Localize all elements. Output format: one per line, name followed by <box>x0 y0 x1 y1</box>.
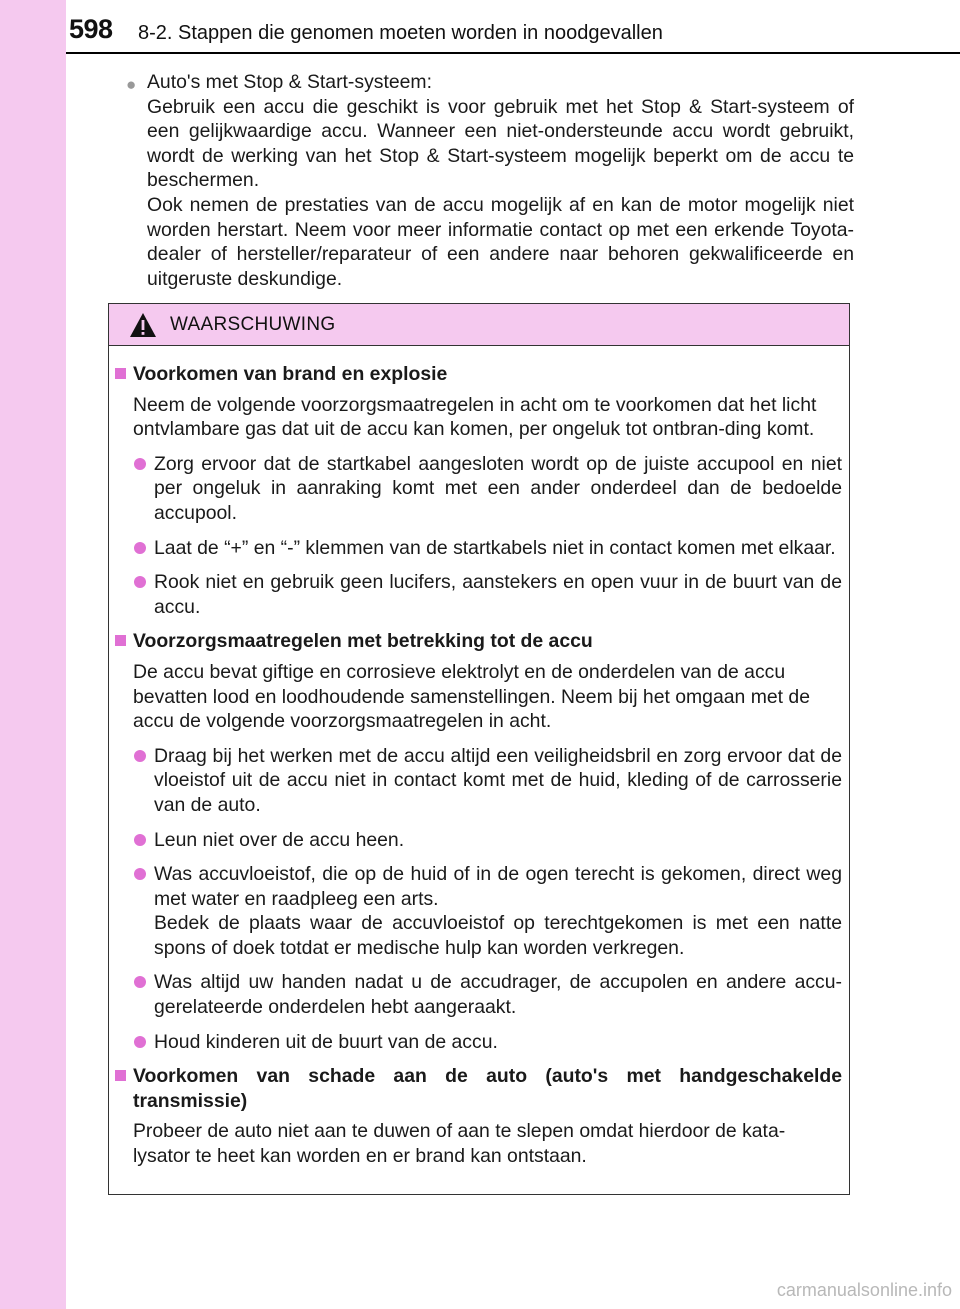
list-item <box>134 1030 842 1055</box>
warning-box <box>108 303 850 1195</box>
warning-section-heading <box>114 629 842 654</box>
intro-text <box>147 70 854 291</box>
page-number: 598 <box>69 14 113 44</box>
list-item <box>134 970 842 1019</box>
warning-section-heading <box>114 362 842 387</box>
list-item <box>134 862 842 960</box>
list-item-text: Bedek de plaats waar de accuvloeistof op terechtgekomen is met een natte spons of doek totdat er medische hulp kan worden verkregen. <box>154 912 842 959</box>
intro-line: Ook nemen de prestaties van de accu mogelijk af en kan de motor mogelijk niet worden herstart. Neem voor meer informatie contact op met een erkende Toyota-dealer of hersteller/reparateur of een andere naar behoren gekwalificeerde en uitgeruste deskundige. <box>147 193 854 290</box>
round-bullet-icon <box>134 576 146 588</box>
list-item-text: Zorg ervoor dat de startkabel aangesloten wordt op de juiste accupool en niet per ongeluk in aanraking komt met een ander onderdeel dan de bedoelde accupool. <box>154 452 842 524</box>
warning-paragraph: Probeer de auto niet aan te duwen of aan te slepen omdat hierdoor de kata-lysator te heet kan worden en er brand kan ontstaan. <box>133 1120 786 1168</box>
list-item-text: Leun niet over de accu heen. <box>154 828 405 851</box>
watermark: carmanualsonline.info <box>776 1280 952 1300</box>
list-item-text: Was altijd uw handen nadat u de accudrager, de accupolen en andere accu-gerelateerde onderdelen hebt aangeraakt. <box>154 971 842 1019</box>
header-rule <box>66 52 960 54</box>
square-bullet-icon <box>115 1070 126 1081</box>
warning-body <box>114 362 842 1179</box>
list-item <box>134 452 842 526</box>
warning-triangle-icon <box>129 312 157 338</box>
square-bullet-icon <box>115 635 126 646</box>
list-item-text: Houd kinderen uit de buurt van de accu. <box>154 1030 498 1053</box>
intro-line: Auto's met Stop & Start-systeem: <box>147 71 432 93</box>
list-item-text: Laat de “+” en “-” klemmen van de startkabels niet in contact komen met elkaar. <box>154 536 836 559</box>
warning-title: WAARSCHUWING <box>170 314 336 335</box>
warning-paragraph: Neem de volgende voorzorgsmaatregelen in acht om te voorkomen dat het licht ontvlambare gas dat uit de accu kan komen, per ongeluk tot ontbran-ding komt. <box>133 393 817 441</box>
side-color-band <box>0 0 66 1309</box>
heading-text: Voorkomen van schade aan de auto (auto's met handgeschakelde transmissie) <box>133 1065 842 1112</box>
round-bullet-icon <box>134 868 146 880</box>
section-title: 8-2. Stappen die genomen moeten worden in noodgevallen <box>138 22 663 44</box>
list-item <box>134 536 842 561</box>
heading-text: Voorzorgsmaatregelen met betrekking tot de accu <box>133 630 593 653</box>
heading-text: Voorkomen van brand en explosie <box>133 363 448 385</box>
round-bullet-icon <box>134 458 146 470</box>
list-item-text: Was accuvloeistof, die op de huid of in de ogen terecht is gekomen, direct weg met water en raadpleeg een arts. <box>154 863 842 910</box>
round-bullet-icon <box>134 976 146 988</box>
intro-line: Gebruik een accu die geschikt is voor gebruik met het Stop & Start-systeem of een gelijkwaardige accu. Wanneer een niet-ondersteunde accu wordt gebruikt, wordt de werking van het Stop & Start-systeem mogelijk beperkt om de accu te beschermen. <box>147 95 854 192</box>
round-bullet-icon <box>134 542 146 554</box>
list-item <box>134 570 842 619</box>
intro-block <box>126 70 854 291</box>
list-item <box>134 828 842 853</box>
round-bullet-icon <box>134 1036 146 1048</box>
warning-paragraph: De accu bevat giftige en corrosieve elektrolyt en de onderdelen van de accu bevatten lood en loodhoudende samenstellingen. Neem bij het omgaan met de accu de volgende voorzorgsmaatregelen in acht. <box>133 660 810 733</box>
warning-header <box>109 304 849 346</box>
round-bullet-icon <box>134 750 146 762</box>
list-item-text: Rook niet en gebruik geen lucifers, aanstekers en open vuur in de buurt van de accu. <box>154 571 842 618</box>
warning-section-heading <box>114 1064 842 1113</box>
round-bullet-icon <box>134 834 146 846</box>
list-item <box>134 744 842 818</box>
intro-bullet-icon: ● <box>126 75 137 94</box>
list-item-text: Draag bij het werken met de accu altijd een veiligheidsbril en zorg ervoor dat de vloeistof uit de accu niet in contact komt met de huid, kleding of de carrosserie van de auto. <box>154 744 842 816</box>
square-bullet-icon <box>115 368 126 379</box>
